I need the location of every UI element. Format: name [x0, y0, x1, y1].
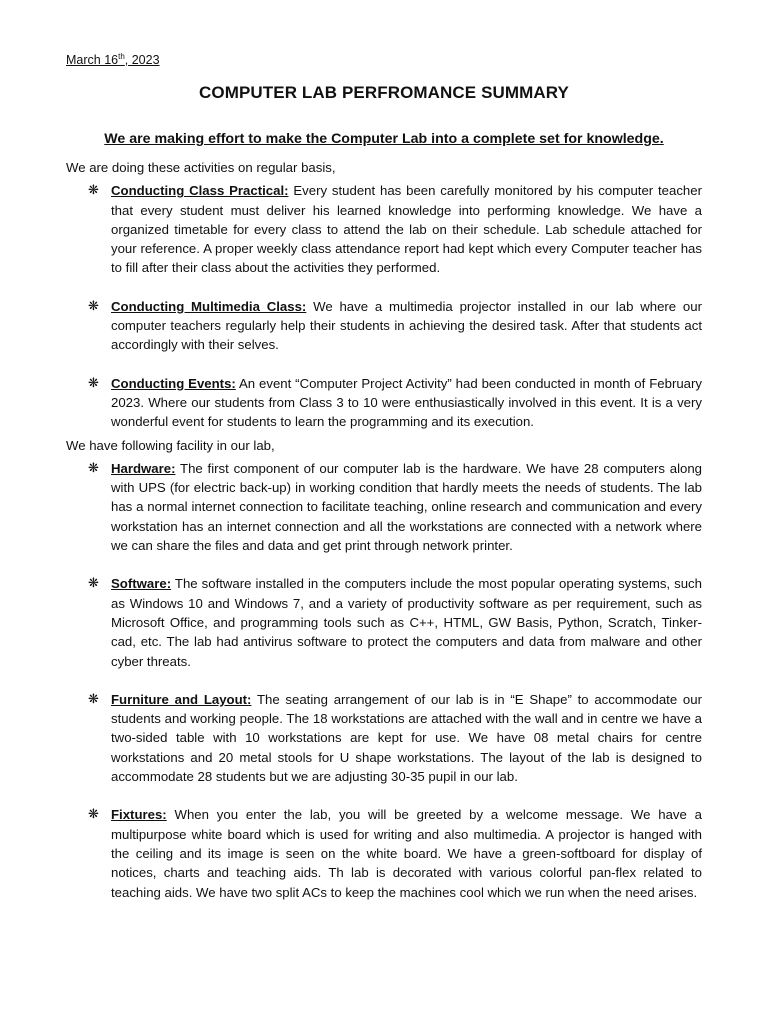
activity-label: Conducting Class Practical: [111, 183, 289, 199]
bullet-marker-icon: ❋ [88, 375, 99, 391]
bullet-marker-icon: ❋ [88, 298, 99, 314]
facility-label: Fixtures: [111, 807, 167, 823]
facility-item-fixtures [66, 805, 702, 901]
date-ordinal-suffix: th [118, 51, 125, 61]
document-title: COMPUTER LAB PERFROMANCE SUMMARY [199, 83, 569, 102]
activity-label: Conducting Events: [111, 375, 236, 391]
bullet-marker-icon: ❋ [88, 183, 99, 199]
facility-text: The first component of our computer lab is the hardware. We have 28 computers along with UPS (for electric back-up) in working condition that hardly meets the needs of students. The lab has a normal internet connection to facilitate teaching, online research and communication and every workstation has an internet connection and all the workstations are connected with a network where we can share the files and data and get print through network printer. [111, 460, 702, 554]
bullet-marker-icon: ❋ [88, 576, 99, 592]
facilities-intro: We have following facility in our lab, [66, 437, 275, 453]
facility-text: The software installed in the computers include the most popular operating systems, such as Windows 10 and Windows 7, and a variety of productivity software as per requirement, such as Microsoft Office, and programming tools such as C++, HTML, GW Basis, Python, Scratch, Tinker-cad, etc. The lab had antivirus software to protect the computers and data from malware and other cyber threats. [111, 576, 702, 669]
bullet-marker-icon: ❋ [88, 460, 99, 476]
facility-text: When you enter the lab, you will be greeted by a welcome message. We have a multipurpose white board which is used for writing and also multimedia. A projector is hanged with the ceiling and its image is seen on the white board. We have a green-softboard for display of notices, charts and teaching aids. Th lab is decorated with various colorful pan-flex related to teaching aids. We have two split ACs to keep the machines cool which we run when the need arises. [111, 807, 702, 900]
date-month-day: March 16 [66, 53, 119, 67]
activities-list [66, 181, 702, 431]
facility-label: Software: [111, 576, 172, 592]
facility-text: The seating arrangement of our lab is in “E Shape” to accommodate our students and working people. The 18 workstations are attached with the wall and in centre we have a two-sided table with 10 workstations are kept for use. We have 08 metal chairs for centre workstations and 20 metal stools for U shape workstations. The layout of the lab is designed to accommodate 28 students but we are adjusting 30-35 pupil in our lab. [111, 691, 702, 785]
activity-item-multimedia-class [66, 297, 702, 355]
document-subtitle: We are making effort to make the Computer Lab into a complete set for knowledge. [104, 131, 664, 147]
facility-item-furniture-layout [66, 690, 702, 786]
bullet-marker-icon: ❋ [88, 691, 99, 707]
activities-intro: We are doing these activities on regular basis, [66, 160, 336, 175]
activity-label: Conducting Multimedia Class: [111, 298, 307, 314]
activity-item-events [66, 374, 702, 432]
facility-item-hardware [66, 459, 702, 555]
activity-text: Every student has been carefully monitored by his computer teacher that every student must deliver his learned knowledge into performing knowledge. We have a organized timetable for every class to attend the lab on their schedule. Lab schedule attached for your reference. A proper weekly class attendance report had kept which every Computer teacher has to fill after their class about the activities they performed. [111, 183, 702, 276]
bullet-marker-icon: ❋ [88, 807, 99, 823]
document-date [66, 52, 702, 68]
date-year: , 2023 [124, 53, 160, 67]
activity-text: An event “Computer Project Activity” had been conducted in month of February 2023. Where our students from Class 3 to 10 were enthusiastically involved in this event. It is a very wonderful event for students to learn the programming and its execution. [111, 375, 702, 430]
facility-label: Furniture and Layout: [111, 691, 252, 707]
facilities-list [66, 459, 702, 902]
facility-item-software [66, 574, 702, 670]
activity-item-class-practical [66, 181, 702, 277]
activity-text: We have a multimedia projector installed in our lab where our computer teachers regularly help their students in achieving the desired task. After that students act accordingly with their selves. [111, 298, 702, 353]
facility-label: Hardware: [111, 460, 176, 476]
